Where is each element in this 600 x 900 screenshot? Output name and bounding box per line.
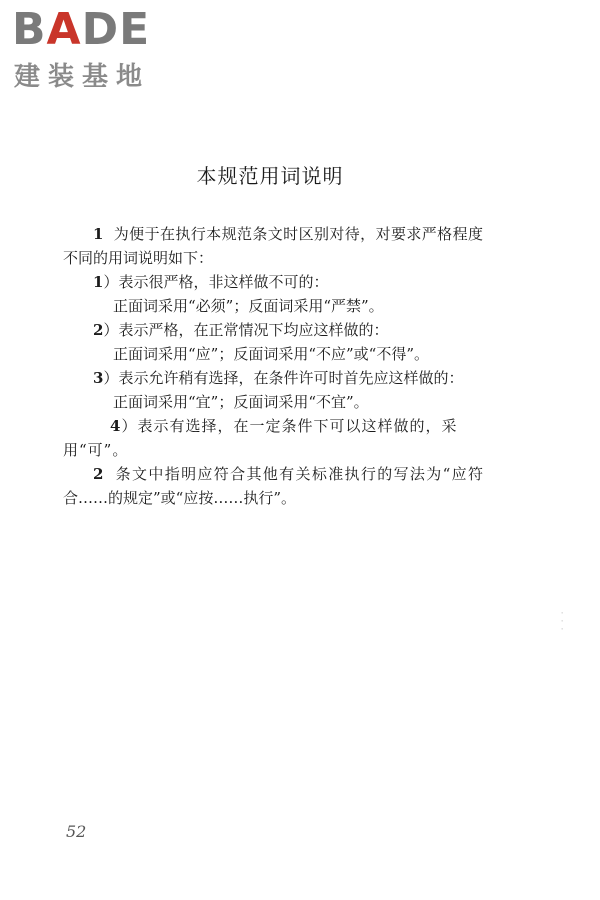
clause-2 [63, 462, 483, 510]
page-title: 本规范用词说明 [196, 164, 344, 188]
logo-accent-letter: A [46, 4, 82, 55]
logo-wordmark [12, 6, 150, 54]
item-text: ）表示严格，在正常情况下均应这样做的： [103, 321, 389, 339]
clause-number: 2 [93, 465, 104, 483]
logo-letter: B [12, 4, 47, 55]
item-number: 2 [93, 321, 104, 339]
list-item [63, 414, 483, 462]
list-item [63, 270, 483, 318]
list-item [63, 318, 483, 366]
item-text: ）表示很严格，非这样做不可的： [103, 273, 329, 291]
item-text: ）表示有选择，在一定条件下可以这样做的，采用“可”。 [63, 417, 458, 459]
item-text: ）表示允许稍有选择，在条件许可时首先应这样做的： [103, 369, 464, 387]
clause-text: 为便于在执行本规范条文时区别对待，对要求严格程度不同的用词说明如下： [63, 225, 483, 267]
item-number: 4 [110, 417, 122, 435]
item-number: 1 [93, 273, 104, 291]
page-number: 52 [66, 822, 87, 841]
item-detail: 正面词采用“应”；反面词采用“不应”或“不得”。 [113, 345, 430, 363]
logo-subtitle: 建装基地 [14, 62, 151, 92]
item-number: 3 [93, 369, 104, 387]
clause-1 [63, 222, 483, 270]
item-detail: 正面词采用“必须”；反面词采用“严禁”。 [113, 297, 384, 315]
document-body [63, 222, 483, 510]
logo-letters: DE [81, 4, 151, 55]
margin-mark: ﾞ ﾞ ﾞ [561, 612, 565, 636]
list-item [63, 366, 483, 414]
brand-logo [12, 6, 177, 96]
item-detail: 正面词采用“宜”；反面词采用“不宜”。 [113, 393, 369, 411]
clause-number: 1 [93, 225, 104, 243]
clause-text: 条文中指明应符合其他有关标准执行的写法为“应符合……的规定”或“应按……执行”。 [63, 465, 483, 507]
